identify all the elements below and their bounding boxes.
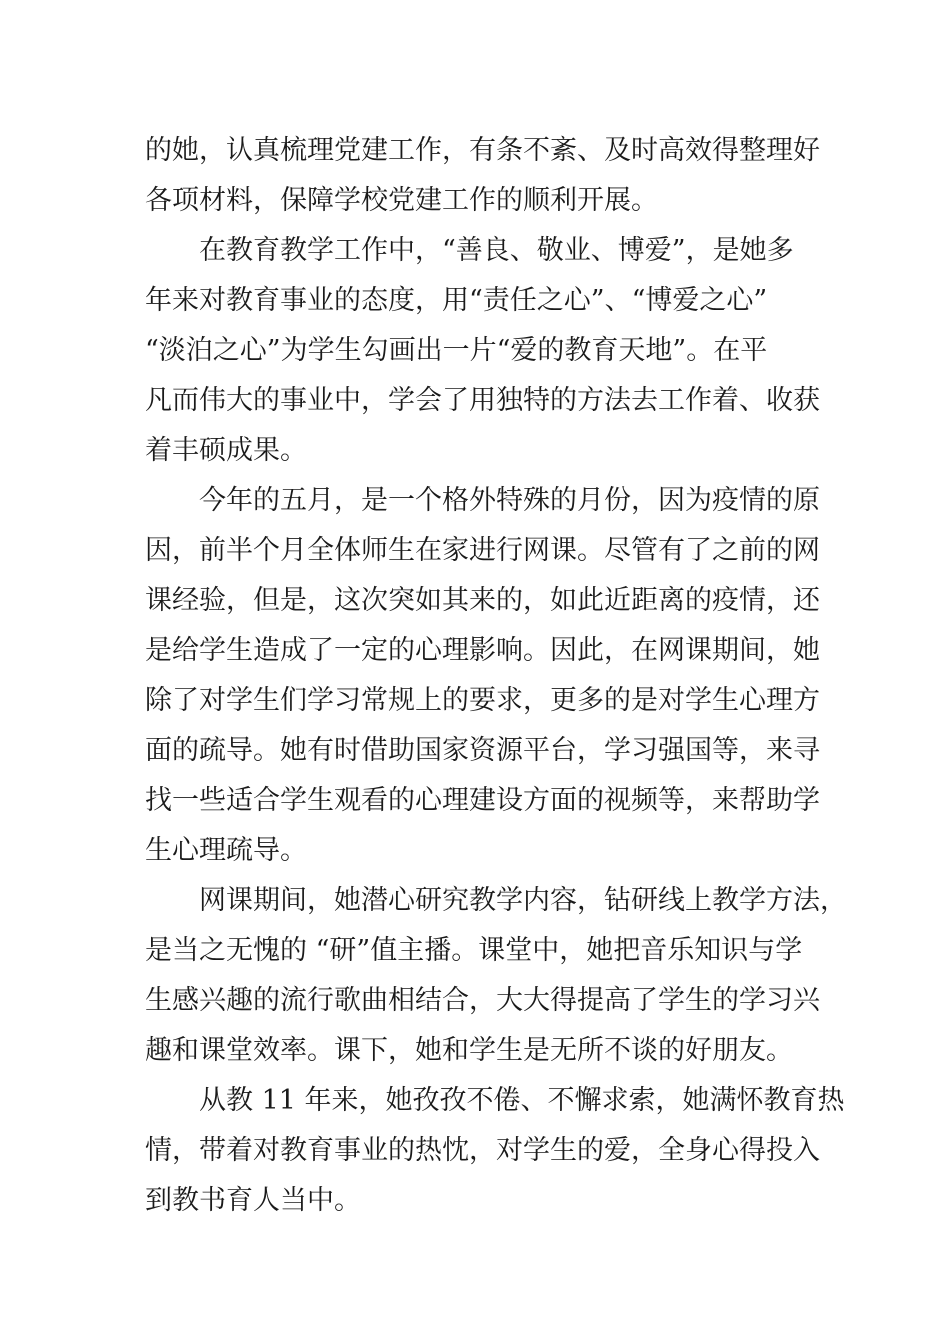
- text-line: 生心理疏导。: [145, 835, 307, 866]
- text-line: 找一些适合学生观看的心理建设方面的视频等，来帮助学: [145, 785, 820, 816]
- text-line: 凡而伟大的事业中，学会了用独特的方法去工作着、收获: [145, 385, 820, 416]
- paragraph-start-line: 今年的五月，是一个格外特殊的月份，因为疫情的原: [199, 485, 820, 516]
- text-line: 年来对教育事业的态度，用“责任之心”、“博爱之心”: [145, 285, 768, 316]
- document-body: [145, 126, 847, 1226]
- text-line: 生感兴趣的流行歌曲相结合，大大得提高了学生的学习兴: [145, 985, 820, 1016]
- text-line: 是当之无愧的 “研”值主播。课堂中，她把音乐知识与学: [145, 935, 803, 966]
- text-line: 着丰硕成果。: [145, 435, 307, 466]
- text-line: 是给学生造成了一定的心理影响。因此，在网课期间，她: [145, 635, 820, 666]
- text-line: 到教书育人当中。: [145, 1185, 361, 1216]
- text-line: 课经验，但是，这次突如其来的，如此近距离的疫情，还: [145, 585, 820, 616]
- paragraph-start-line: 网课期间，她潜心研究教学内容，钻研线上教学方法，: [199, 885, 847, 916]
- text-line: 因，前半个月全体师生在家进行网课。尽管有了之前的网: [145, 535, 820, 566]
- paragraph-start-line: 从教 11 年来，她孜孜不倦、不懈求索，她满怀教育热: [199, 1085, 845, 1116]
- text-line: 情，带着对教育事业的热忱，对学生的爱，全身心得投入: [145, 1135, 820, 1166]
- text-line: 趣和课堂效率。课下，她和学生是无所不谈的好朋友。: [145, 1035, 793, 1066]
- paragraph-start-line: 在教育教学工作中，“善良、敬业、博爱”，是她多: [199, 235, 794, 266]
- text-line: 各项材料，保障学校党建工作的顺利开展。: [145, 185, 658, 216]
- text-line: “淡泊之心”为学生勾画出一片“爱的教育天地”。在平: [145, 335, 768, 366]
- text-line: 的她，认真梳理党建工作，有条不紊、及时高效得整理好: [145, 135, 820, 166]
- text-line: 除了对学生们学习常规上的要求，更多的是对学生心理方: [145, 685, 820, 716]
- text-line: 面的疏导。她有时借助国家资源平台，学习强国等，来寻: [145, 735, 820, 766]
